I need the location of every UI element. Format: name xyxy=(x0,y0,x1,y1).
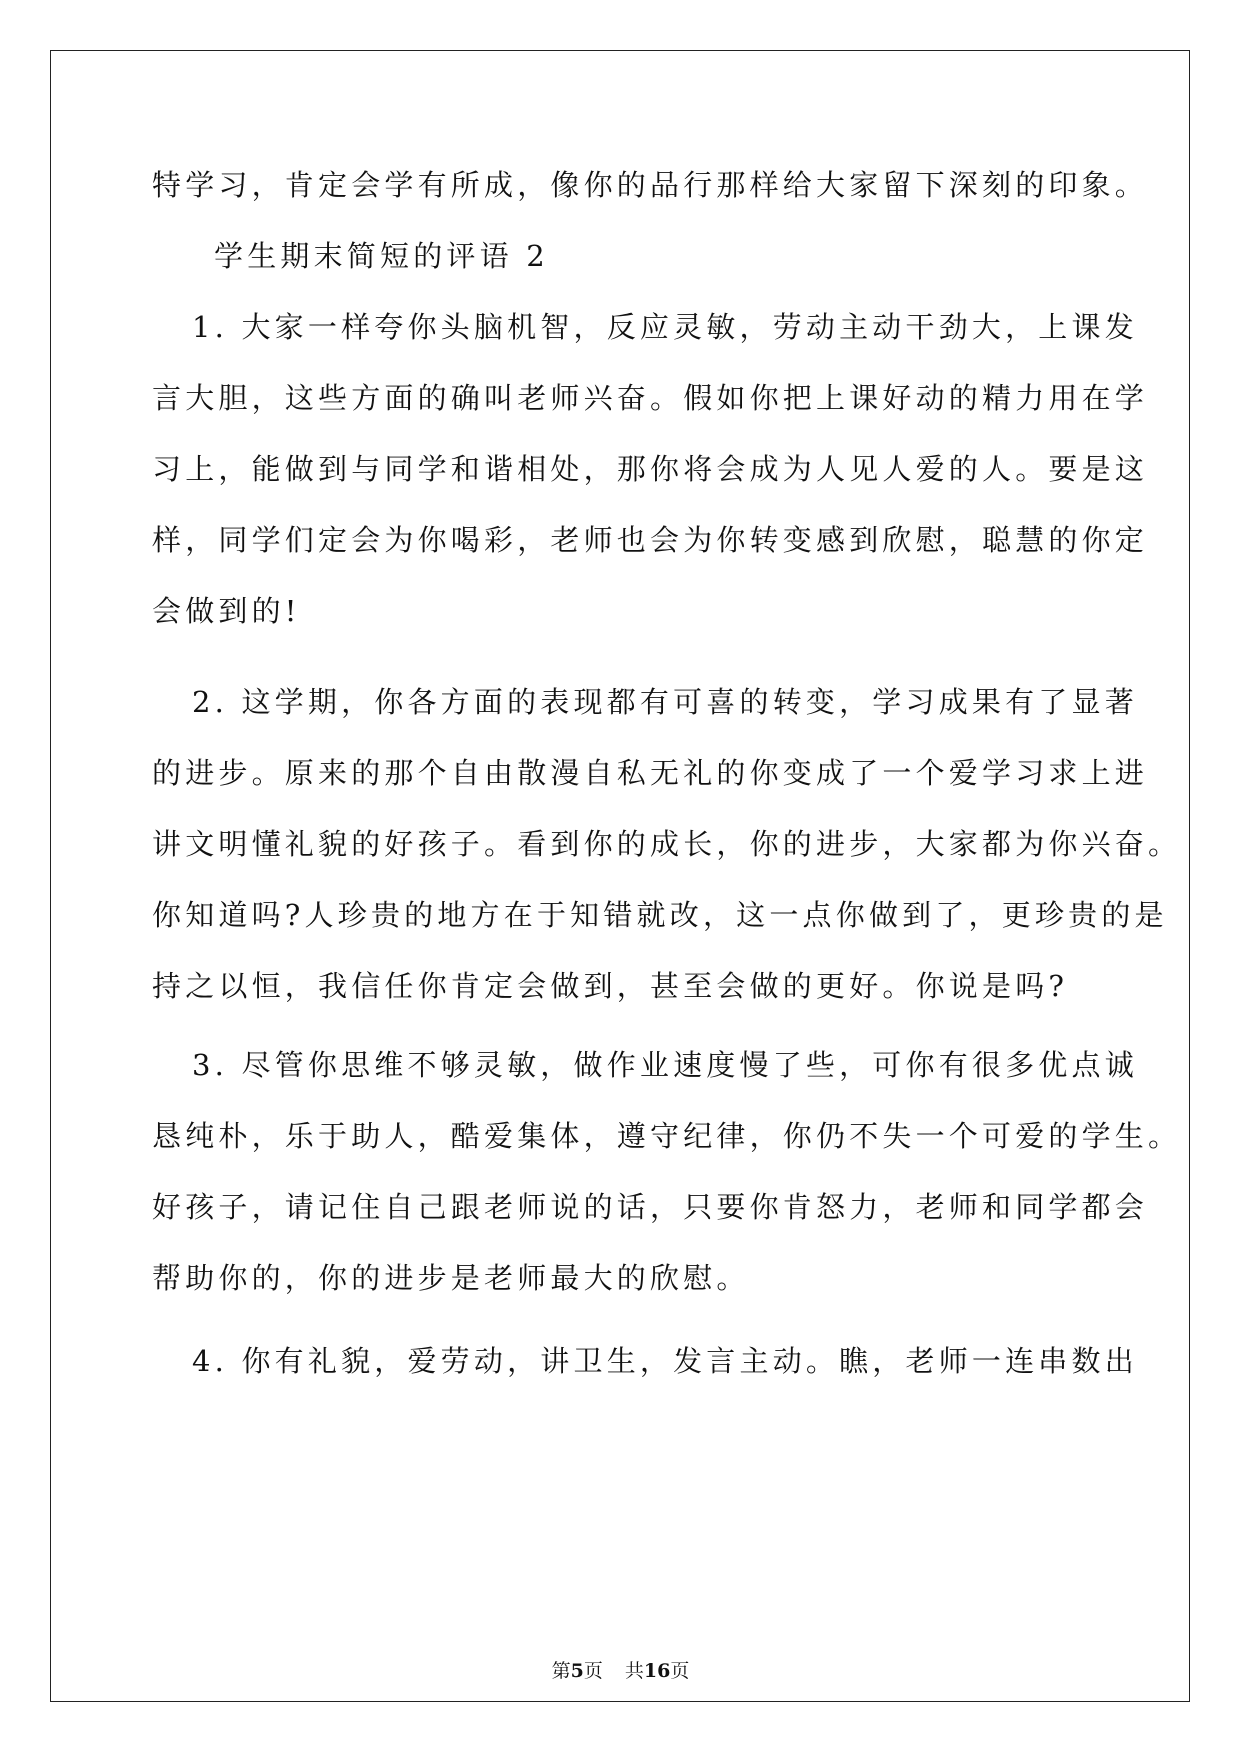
page-suffix: 页 xyxy=(583,1660,603,1682)
page-total: 16 xyxy=(643,1660,671,1682)
text-line: 特学习，肯定会学有所成，像你的品行那样给大家留下深刻的印象。 xyxy=(152,168,1149,202)
page-prefix: 第 xyxy=(551,1660,571,1682)
text-line: 3. 尽管你思维不够灵敏，做作业速度慢了些，可你有很多优点诚 xyxy=(192,1048,1138,1082)
page-border xyxy=(50,50,1190,1702)
page-current: 5 xyxy=(570,1660,584,1682)
text-line: 习上，能做到与同学和谐相处，那你将会成为人见人爱的人。要是这 xyxy=(152,452,1149,486)
page-footer xyxy=(0,1656,1241,1683)
text-line: 2. 这学期，你各方面的表现都有可喜的转变，学习成果有了显著 xyxy=(192,685,1138,719)
text-line: 4. 你有礼貌，爱劳动，讲卫生，发言主动。瞧，老师一连串数出 xyxy=(192,1344,1138,1378)
text-line: 好孩子，请记住自己跟老师说的话，只要你肯怒力，老师和同学都会 xyxy=(152,1190,1149,1224)
text-line: 1. 大家一样夸你头脑机智，反应灵敏，劳动主动干劲大，上课发 xyxy=(192,310,1138,344)
total-suffix: 页 xyxy=(670,1660,690,1682)
total-prefix: 共 xyxy=(624,1660,644,1682)
text-line: 帮助你的，你的进步是老师最大的欣慰。 xyxy=(152,1261,750,1295)
text-line: 样，同学们定会为你喝彩，老师也会为你转变感到欣慰，聪慧的你定 xyxy=(152,523,1149,557)
text-line: 恳纯朴，乐于助人，酷爱集体，遵守纪律，你仍不失一个可爱的学生。 xyxy=(152,1119,1182,1153)
text-line: 讲文明懂礼貌的好孩子。看到你的成长，你的进步，大家都为你兴奋。 xyxy=(152,827,1182,861)
text-line: 的进步。原来的那个自由散漫自私无礼的你变成了一个爱学习求上进 xyxy=(152,756,1149,790)
text-line: 持之以恒，我信任你肯定会做到，甚至会做的更好。你说是吗? xyxy=(152,969,1069,1003)
text-line: 会做到的! xyxy=(152,594,301,628)
text-line: 你知道吗?人珍贵的地方在于知错就改，这一点你做到了，更珍贵的是 xyxy=(152,898,1168,932)
section-heading: 学生期末简短的评语 2 xyxy=(214,239,549,273)
text-line: 言大胆，这些方面的确叫老师兴奋。假如你把上课好动的精力用在学 xyxy=(152,381,1149,415)
